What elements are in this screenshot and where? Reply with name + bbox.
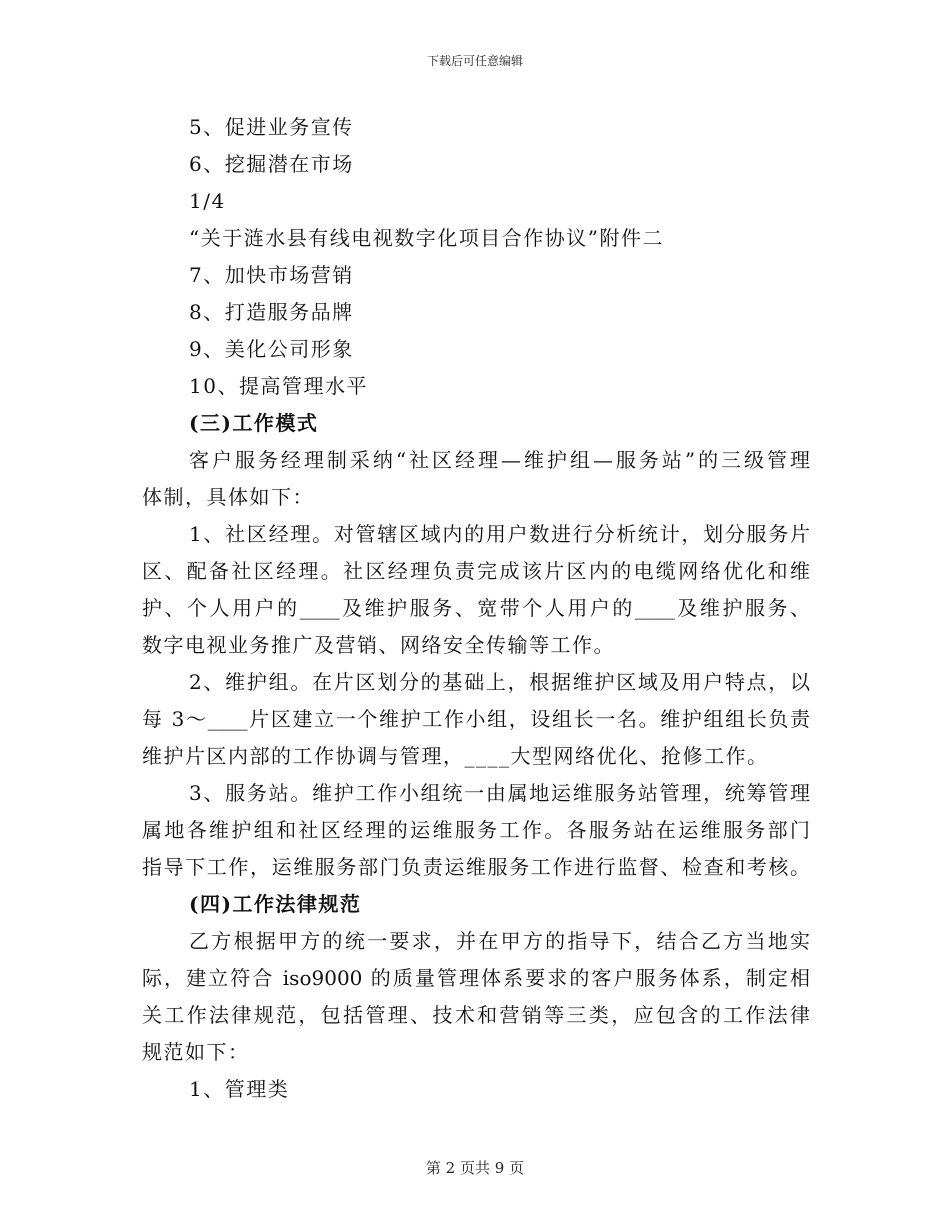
paragraph-line: 体制，具体如下：: [142, 485, 314, 509]
list-item: 10、提高管理水平: [189, 374, 368, 398]
paragraph-line: 1、社区经理。对管辖区域内的用户数进行分析统计，划分服务片: [189, 522, 810, 546]
page-footer: 第 2 页共 9 页: [425, 1159, 525, 1177]
paragraph-line: 属地各维护组和社区经理的运维服务工作。各服务站在运维服务部门: [142, 818, 810, 842]
paragraph-line: 规范如下：: [142, 1040, 250, 1064]
list-item: 1、管理类: [189, 1077, 290, 1101]
list-item: 9、美化公司形象: [189, 337, 354, 361]
paragraph-line: 2、维护组。在片区划分的基础上，根据维护区域及用户特点，以: [189, 670, 810, 694]
paragraph-line: 维护片区内部的工作协调与管理，____大型网络优化、抢修工作。: [142, 744, 769, 768]
paragraph-line: 际，建立符合 iso9000 的质量管理体系要求的客户服务体系，制定相: [142, 966, 810, 990]
paragraph-line: 乙方根据甲方的统一要求，并在甲方的指导下，结合乙方当地实: [189, 929, 810, 953]
list-item: 6、挖掘潜在市场: [189, 152, 354, 176]
paragraph-line: 客户服务经理制采纳“社区经理—维护组—服务站”的三级管理: [189, 448, 810, 472]
paragraph-line: 数字电视业务推广及营销、网络安全传输等工作。: [142, 633, 615, 657]
page-header: 下载后可任意编辑: [426, 54, 523, 68]
agreement-title: “关于涟水县有线电视数字化项目合作协议”附件二: [189, 226, 664, 250]
list-item: 5、促进业务宣传: [189, 115, 354, 139]
paragraph-line: 每 3～____片区建立一个维护工作小组，设组长一名。维护组组长负责: [142, 707, 810, 731]
page-fraction: 1/4: [189, 189, 226, 213]
paragraph-line: 指导下工作，运维服务部门负责运维服务工作进行监督、检查和考核。: [142, 855, 810, 879]
section-heading: (三)工作模式: [189, 411, 319, 435]
paragraph-line: 区、配备社区经理。社区经理负责完成该片区内的电缆网络优化和维: [142, 559, 810, 583]
list-item: 8、打造服务品牌: [189, 300, 354, 324]
paragraph-line: 护、个人用户的____及维护服务、宽带个人用户的____及维护服务、: [142, 596, 810, 620]
section-heading: (四)工作法律规范: [189, 892, 362, 916]
paragraph-line: 关工作法律规范，包括管理、技术和营销等三类，应包含的工作法律: [142, 1003, 810, 1027]
paragraph-line: 3、服务站。维护工作小组统一由属地运维服务站管理，统筹管理: [189, 781, 810, 805]
list-item: 7、加快市场营销: [189, 263, 354, 287]
